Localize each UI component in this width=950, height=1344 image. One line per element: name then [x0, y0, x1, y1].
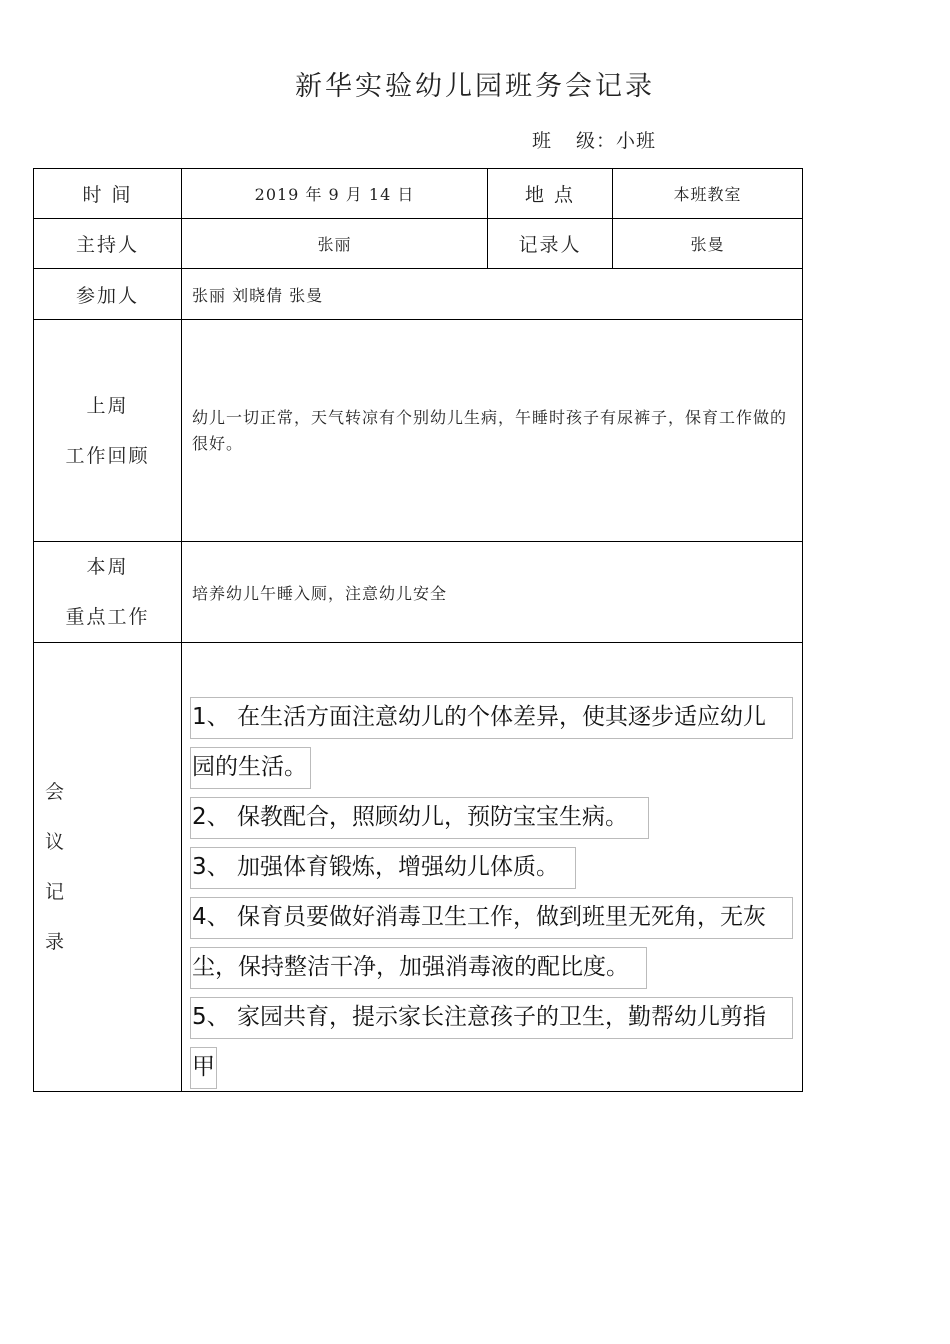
recorder-value: 张曼: [613, 219, 803, 269]
minutes-label: [34, 643, 182, 1092]
document-title: 新华实验幼儿园班务会记录: [295, 71, 655, 102]
row-last-week: [34, 320, 803, 542]
time-label: 时 间: [34, 169, 182, 219]
attendees-label: 参加人: [34, 269, 182, 320]
row-attendees: [34, 269, 803, 320]
row-host-recorder: [34, 219, 803, 269]
minutes-notes: [182, 643, 803, 1092]
attendees-value: 张丽 刘晓倩 张曼: [182, 269, 803, 320]
minutes-line-1: 1、 在生活方面注意幼儿的个体差异，使其逐步适应幼儿: [190, 697, 793, 739]
minutes-label-char-1: 会: [45, 781, 65, 803]
row-minutes: [34, 643, 803, 1092]
this-week-label: [34, 542, 182, 643]
time-value: 2019 年 9 月 14 日: [182, 169, 488, 219]
minutes-label-char-3: 记: [45, 881, 65, 903]
row-time-place: [34, 169, 803, 219]
minutes-line-2: 园的生活。: [190, 747, 311, 789]
this-week-focus: 培养幼儿午睡入厕，注意幼儿安全: [182, 542, 803, 643]
minutes-line-8: 甲: [190, 1047, 217, 1089]
last-week-label: [34, 320, 182, 542]
place-value: 本班教室: [613, 169, 803, 219]
place-label: 地 点: [488, 169, 613, 219]
recorder-label: 记录人: [488, 219, 613, 269]
row-this-week: [34, 542, 803, 643]
last-week-label-line-2: 工作回顾: [65, 444, 150, 467]
host-label: 主持人: [34, 219, 182, 269]
this-week-label-line-2: 重点工作: [65, 606, 150, 628]
class-label-2: 级：: [576, 130, 617, 152]
minutes-line-7: 5、 家园共育，提示家长注意孩子的卫生，勤帮幼儿剪指: [190, 997, 793, 1039]
minutes-label-char-4: 录: [45, 931, 65, 953]
meeting-record-table: [33, 168, 803, 1092]
minutes-line-3: 2、 保教配合，照顾幼儿，预防宝宝生病。: [190, 797, 649, 839]
class-info: [532, 126, 656, 153]
minutes-line-4: 3、 加强体育锻炼，增强幼儿体质。: [190, 847, 576, 889]
last-week-label-line-1: 上周: [86, 394, 129, 417]
minutes-line-5: 4、 保育员要做好消毒卫生工作，做到班里无死角，无灰: [190, 897, 793, 939]
class-value: 小班: [616, 130, 657, 152]
last-week-review: 幼儿一切正常，天气转凉有个别幼儿生病，午睡时孩子有尿裤子，保育工作做的很好。: [182, 320, 803, 542]
minutes-line-6: 尘，保持整洁干净，加强消毒液的配比度。: [190, 947, 647, 989]
host-value: 张丽: [182, 219, 488, 269]
class-label-1: 班: [532, 130, 553, 152]
this-week-label-line-1: 本周: [86, 556, 129, 578]
minutes-label-char-2: 议: [45, 831, 65, 853]
